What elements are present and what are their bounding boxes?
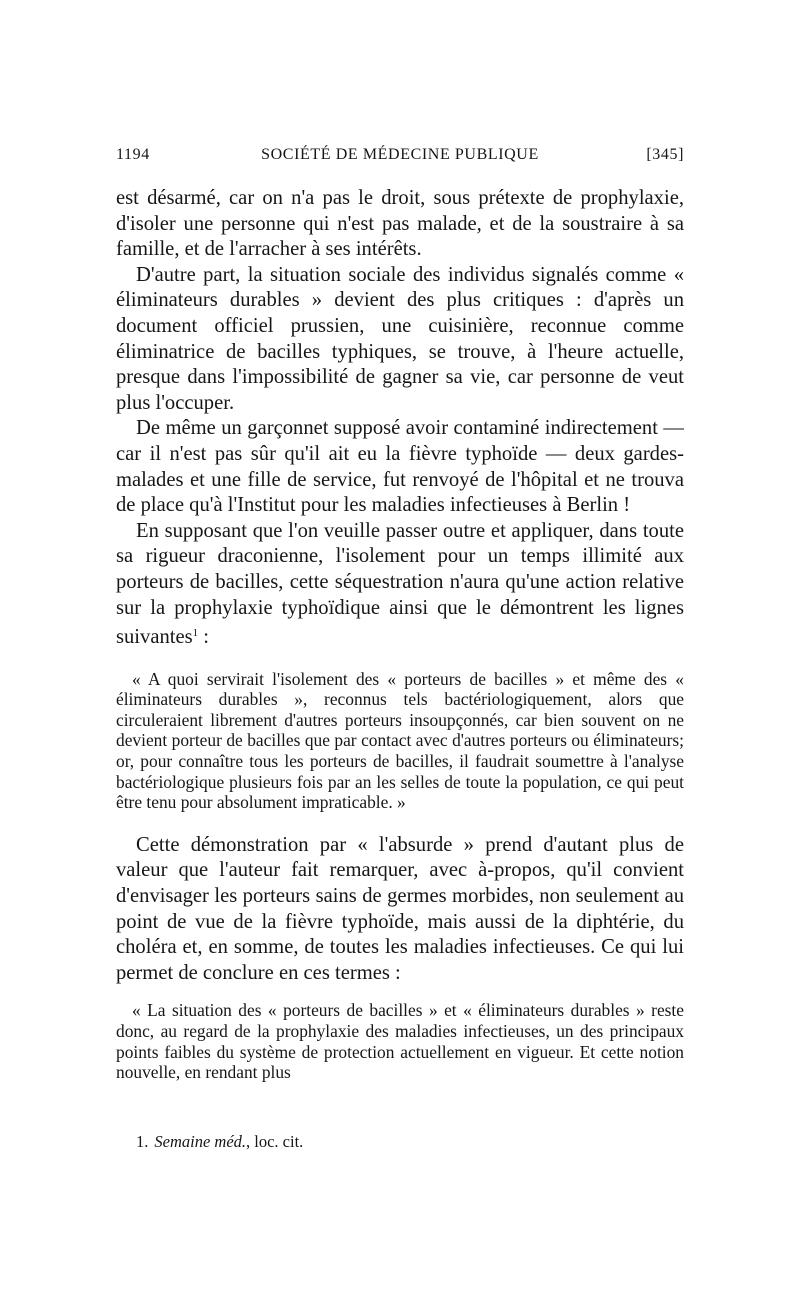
paragraph-3: De même un garçonnet supposé avoir contaminé indirectement — car il n'est pas sûr qu'il ait eu la fièvre typhoïde — deux gardes-malades et une fille de service, fut renvoyé de l'hôpital et ne trouva de place qu'à l'Institut pour les maladies infectieuses à Berlin !	[116, 417, 684, 517]
block-quote-1	[116, 669, 684, 813]
footnote-number: 1.	[136, 1132, 149, 1151]
quote-1-text: « A quoi servirait l'isolement des « porteurs de bacilles » et même des « éliminateurs durables », reconnus tels bactériologiquement, alors que circuleraient librement d'autres porteurs insoupçonnés, car bien souvent on ne devient porteur de bacilles que par contact avec d'autres porteurs ou éliminateurs; or, pour connaître tous les porteurs de bacilles, il faudrait soumettre à l'analyse bactériologique plusieurs fois par an les selles de toute la population, ce qui peut être tenu pour absolument impraticable. »	[116, 668, 684, 813]
main-text-2	[116, 833, 684, 987]
block-quote-2	[116, 1000, 684, 1082]
running-title: SOCIÉTÉ DE MÉDECINE PUBLIQUE	[261, 146, 539, 163]
paragraph-1: est désarmé, car on n'a pas le droit, sous prétexte de prophylaxie, d'isoler une personne qui n'est pas malade, et de la soustraire à sa famille, et de l'arracher à ses intérêts.	[116, 187, 684, 261]
bracket-reference: [345]	[646, 146, 684, 163]
paragraph-4-suffix: :	[198, 626, 210, 649]
quote-2-text: « La situation des « porteurs de bacilles » et « éliminateurs durables » reste donc, au regard de la prophylaxie des maladies infectieuses, un des principaux points faibles du système de protection actuellement en vigueur. Et cette notion nouvelle, en rendant plus	[116, 1000, 684, 1083]
paragraph-5: Cette démonstration par « l'absurde » prend d'autant plus de valeur que l'auteur fait remarquer, avec à-propos, qu'il convient d'envisager les porteurs sains de germes morbides, non seulement au point de vue de la fièvre typhoïde, mais aussi de la diphtérie, du choléra et, en somme, de toutes les maladies infectieuses. Ce qui lui permet de conclure en ces termes :	[116, 833, 684, 984]
page-header	[116, 146, 684, 172]
footnote-rest: , loc. cit.	[246, 1132, 304, 1151]
main-text	[116, 186, 684, 651]
footnote-marker: 1	[192, 627, 199, 640]
footnote-title: Semaine méd.	[154, 1132, 247, 1151]
paragraph-4	[116, 519, 684, 651]
paragraph-4-text: En supposant que l'on veuille passer outre et appliquer, dans toute sa rigueur draconienne, l'isolement pour un temps illimité aux porteurs de bacilles, cette séquestration n'aura qu'une action relative sur la prophylaxie typhoïdique ainsi que le démontrent les lignes suivantes	[116, 519, 684, 649]
paragraph-2: D'autre part, la situation sociale des individus signalés comme « éliminateurs durables » devient des plus critiques : d'après un document officiel prussien, une cuisinière, reconnue comme éliminatrice de bacilles typhiques, se trouve, à l'heure actuelle, presque dans l'impossibilité de gagner sa vie, car personne de veut plus l'occuper.	[116, 263, 684, 414]
page-number: 1194	[116, 146, 150, 163]
book-page	[116, 146, 684, 1103]
footnote	[136, 1132, 303, 1152]
